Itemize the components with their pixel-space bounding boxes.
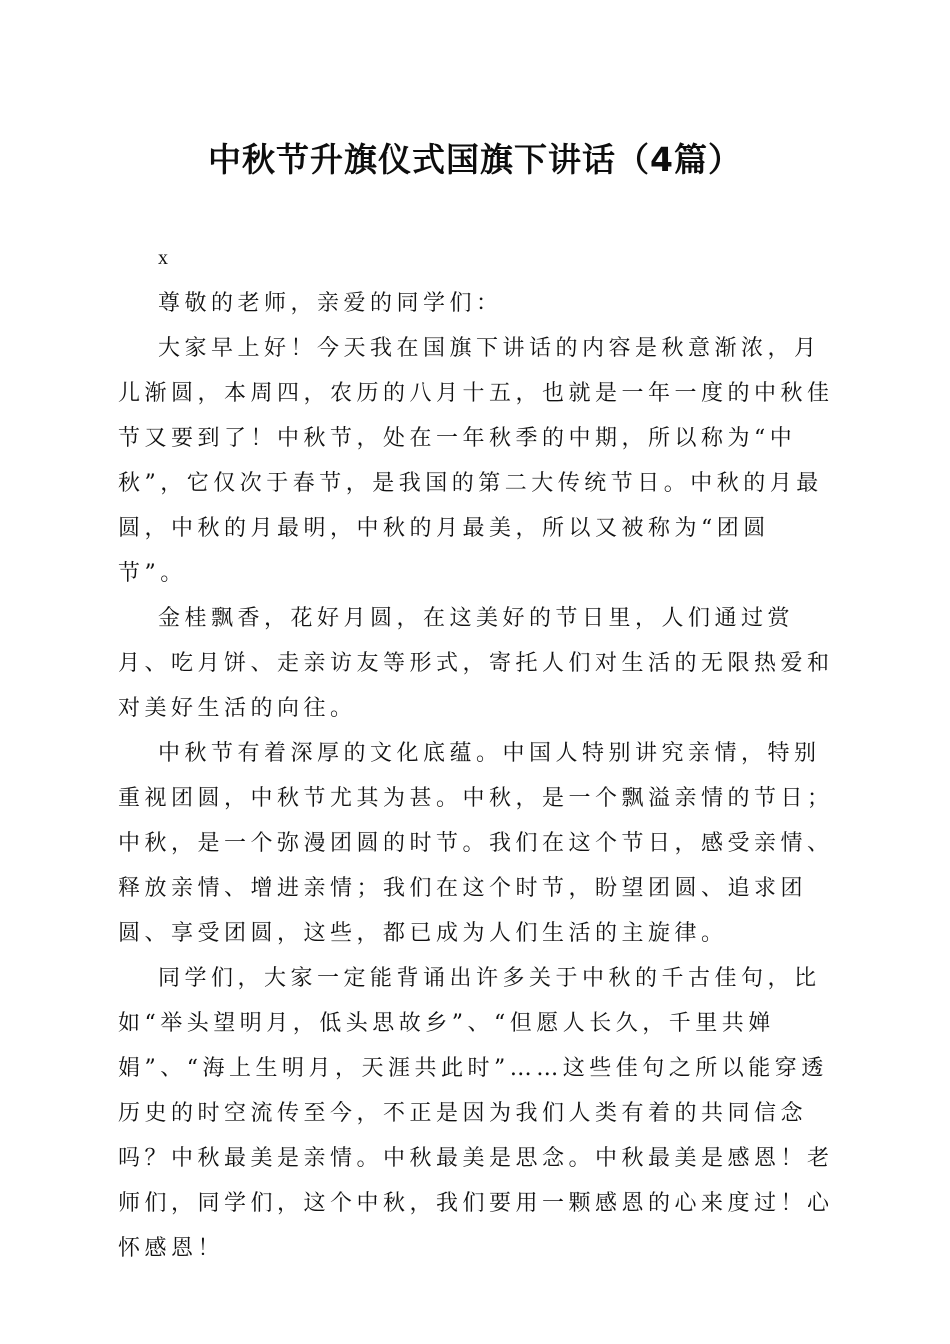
paragraph-4: 同学们，大家一定能背诵出许多关于中秋的千古佳句，比如“举头望明月，低头思故乡”、“但愿人长久，千里共婵娟”、“海上生明月，天涯共此时”……这些佳句之所以能穿透历史的时空流传至今，不正是因为我们人类有着的共同信念吗？中秋最美是亲情。中秋最美是思念。中秋最美是感恩！老师们，同学们，这个中秋，我们要用一颗感恩的心来度过！心怀感恩！	[118, 966, 834, 1261]
page-title: 中秋节升旗仪式国旗下讲话（4篇）	[208, 140, 742, 179]
paragraph-1: 大家早上好！今天我在国旗下讲话的内容是秋意渐浓，月儿渐圆，本周四，农历的八月十五，也就是一年一度的中秋佳节又要到了！中秋节，处在一年秋季的中期，所以称为“中秋”，它仅次于春节，是我国的第二大传统节日。中秋的月最圆，中秋的月最明，中秋的月最美，所以又被称为“团圆节”。	[118, 336, 834, 586]
salutation: 尊敬的老师，亲爱的同学们：	[158, 291, 503, 316]
document-body	[118, 236, 834, 1271]
paragraph-3: 中秋节有着深厚的文化底蕴。中国人特别讲究亲情，特别重视团圆，中秋节尤其为甚。中秋，是一个飘溢亲情的节日；中秋，是一个弥漫团圆的时节。我们在这个节日，感受亲情、释放亲情、增进亲情；我们在这个时节，盼望团圆、追求团圆、享受团圆，这些，都已成为人们生活的主旋律。	[118, 741, 834, 946]
marker-text: x	[158, 247, 168, 269]
paragraph-2: 金桂飘香，花好月圆，在这美好的节日里，人们通过赏月、吃月饼、走亲访友等形式，寄托人们对生活的无限热爱和对美好生活的向往。	[118, 606, 834, 721]
